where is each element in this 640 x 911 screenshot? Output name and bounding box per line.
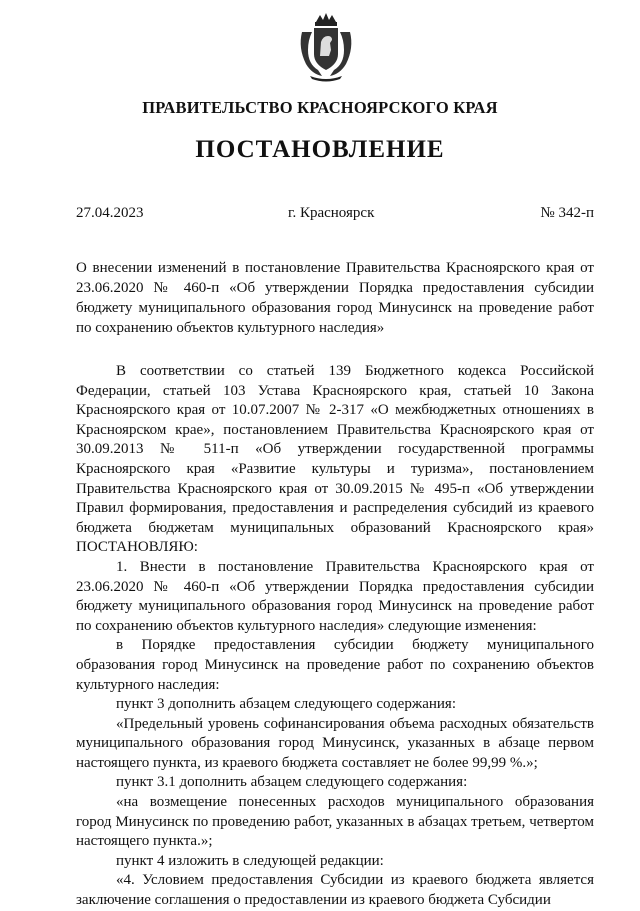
body-paragraph: пункт 4 изложить в следующей редакции: [116, 852, 384, 869]
preamble-paragraph: В соответствии со статьей 139 Бюджетного кодекса Российской Федерации, статьей 103 Устава Красноярского края, статьей 10 Закона Красноярского края от 10.07.2007 № 2-317 «О межбюджетных отношениях в Красноярском крае», постановлением Правительства Красноярского края от 30.09.2013 № 511-п «Об утверждении государственной программы Красноярского края «Развитие культуры и туризма», постановлением Правительства Красноярского края от 30.09.2015 № 495-п «Об утверждении Правил формирования, предоставления и распределения субсидий из краевого бюджета бюджетам муниципальных образований Красноярского края» ПОСТАНОВЛЯЮ: [76, 363, 594, 556]
body-paragraph: «4. Условием предоставления Субсидии из краевого бюджета является заключение соглашения о предоставлении из краевого бюджета Субсидии [76, 872, 594, 909]
body-paragraph: пункт 3.1 дополнить абзацем следующего содержания: [116, 774, 468, 791]
document-type-title: ПОСТАНОВЛЕНИЕ [195, 136, 445, 163]
document-subject: О внесении изменений в постановление Правительства Красноярского края от 23.06.2020 № 460-п «Об утверждении Порядка предоставления субсидии бюджету муниципального образования город Минусинск на проведение работ по сохранению объектов культурного наследия» [76, 260, 594, 336]
document-number: № 342-п [540, 205, 594, 221]
body-paragraph: «Предельный уровень софинансирования объема расходных обязательств муниципального образования город Минусинск, указанных в абзаце первом настоящего пункта, из краевого бюджета составляет не более 99,99 %.»; [76, 715, 594, 771]
body-paragraph: в Порядке предоставления субсидии бюджету муниципального образования город Минусинск на проведение работ по сохранению объектов культурного наследия: [76, 637, 594, 693]
document-body [76, 362, 594, 911]
document-meta [76, 205, 594, 225]
document-city: г. Красноярск [288, 205, 375, 221]
coat-of-arms-emblem-icon [296, 12, 356, 82]
document-date: 27.04.2023 [76, 205, 144, 221]
body-paragraph: 1. Внести в постановление Правительства Красноярского края от 23.06.2020 № 460-п «Об утверждении Порядка предоставления субсидии бюджету муниципального образования город Минусинск на проведение работ по сохранению объектов культурного наследия» следующие изменения: [76, 558, 594, 634]
body-paragraph: «на возмещение понесенных расходов муниципального образования город Минусинск по проведению работ, указанных в абзацах третьем, четвертом настоящего пункта.»; [76, 794, 594, 850]
government-title: ПРАВИТЕЛЬСТВО КРАСНОЯРСКОГО КРАЯ [142, 98, 498, 117]
body-paragraph: пункт 3 дополнить абзацем следующего содержания: [116, 696, 456, 713]
